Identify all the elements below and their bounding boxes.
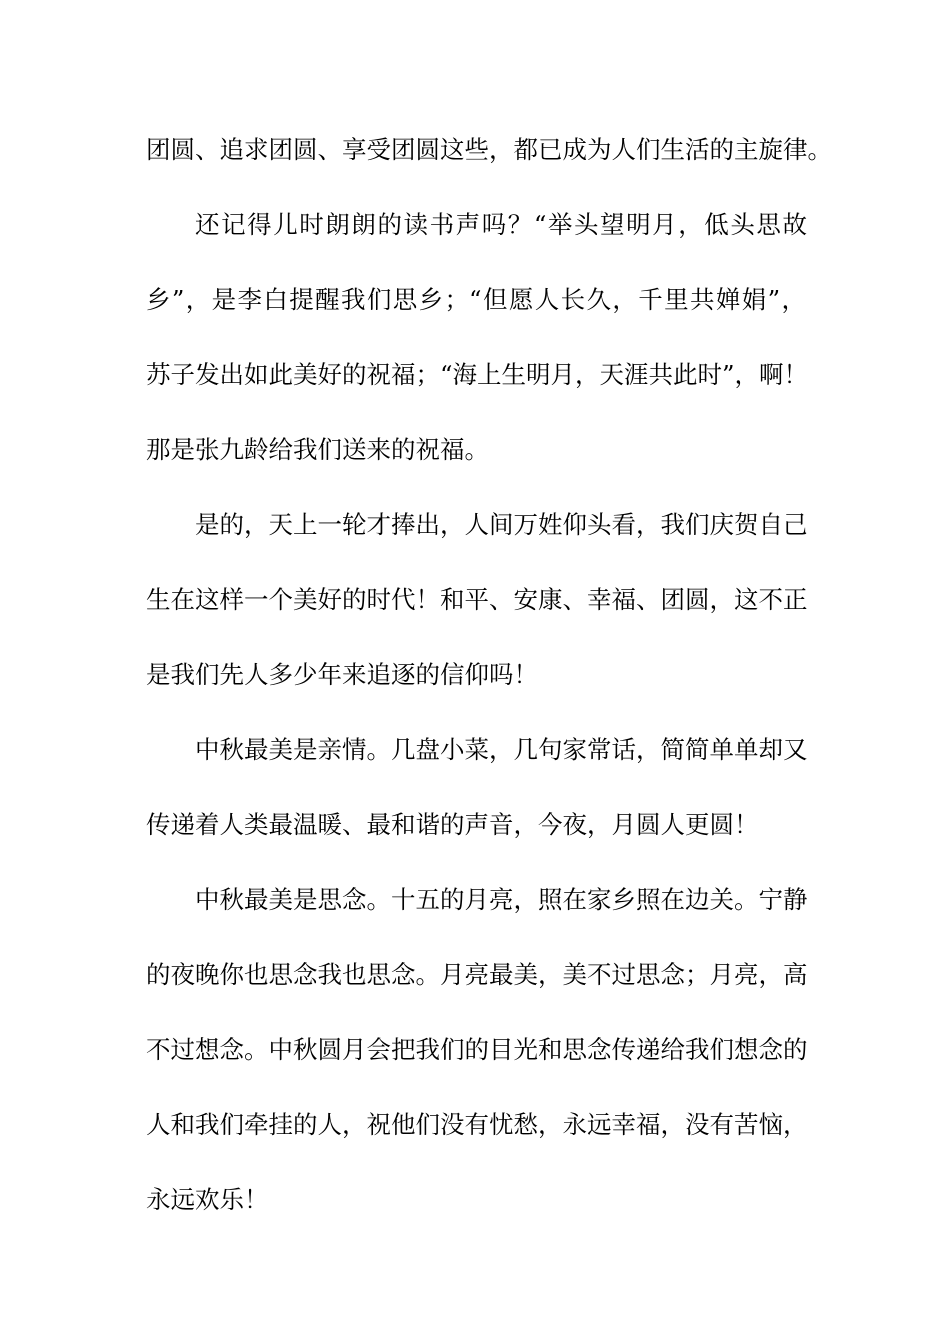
paragraph-last-line: 传递着人类最温暖、最和谐的声音，今夜，月圆人更圆！ (146, 810, 759, 839)
text-line: 生在这样一个美好的时代！和平、安康、幸福、团圆，这不正 (146, 585, 808, 614)
paragraph-last-line: 永远欢乐！ (146, 1185, 269, 1214)
paragraph-first-line: 中秋最美是亲情。几盘小菜，几句家常话，简简单单却又 (195, 735, 808, 764)
paragraph-last-line: 是我们先人多少年来追逐的信仰吗！ (146, 660, 538, 689)
paragraph-first-line: 是的，天上一轮才捧出，人间万姓仰头看，我们庆贺自己 (195, 510, 808, 539)
paragraph-last-line: 那是张九龄给我们送来的祝福。 (146, 435, 489, 464)
paragraph-first-line: 还记得儿时朗朗的读书声吗？“举头望明月，低头思故 (195, 210, 807, 239)
paragraph-first-line: 中秋最美是思念。十五的月亮，照在家乡照在边关。宁静 (195, 885, 808, 914)
text-line: 苏子发出如此美好的祝福；“海上生明月，天涯共此时”，啊！ (146, 360, 809, 389)
text-line: 的夜晚你也思念我也思念。月亮最美，美不过思念；月亮，高 (146, 960, 808, 989)
text-line: 不过想念。中秋圆月会把我们的目光和思念传递给我们想念的 (146, 1035, 808, 1064)
text-line: 乡”，是李白提醒我们思乡；“但愿人长久，千里共婵娟”， (146, 285, 806, 314)
text-line: 团圆、追求团圆、享受团圆这些，都已成为人们生活的主旋律。 (146, 135, 832, 164)
text-line: 人和我们牵挂的人，祝他们没有忧愁，永远幸福，没有苦恼， (146, 1110, 808, 1139)
